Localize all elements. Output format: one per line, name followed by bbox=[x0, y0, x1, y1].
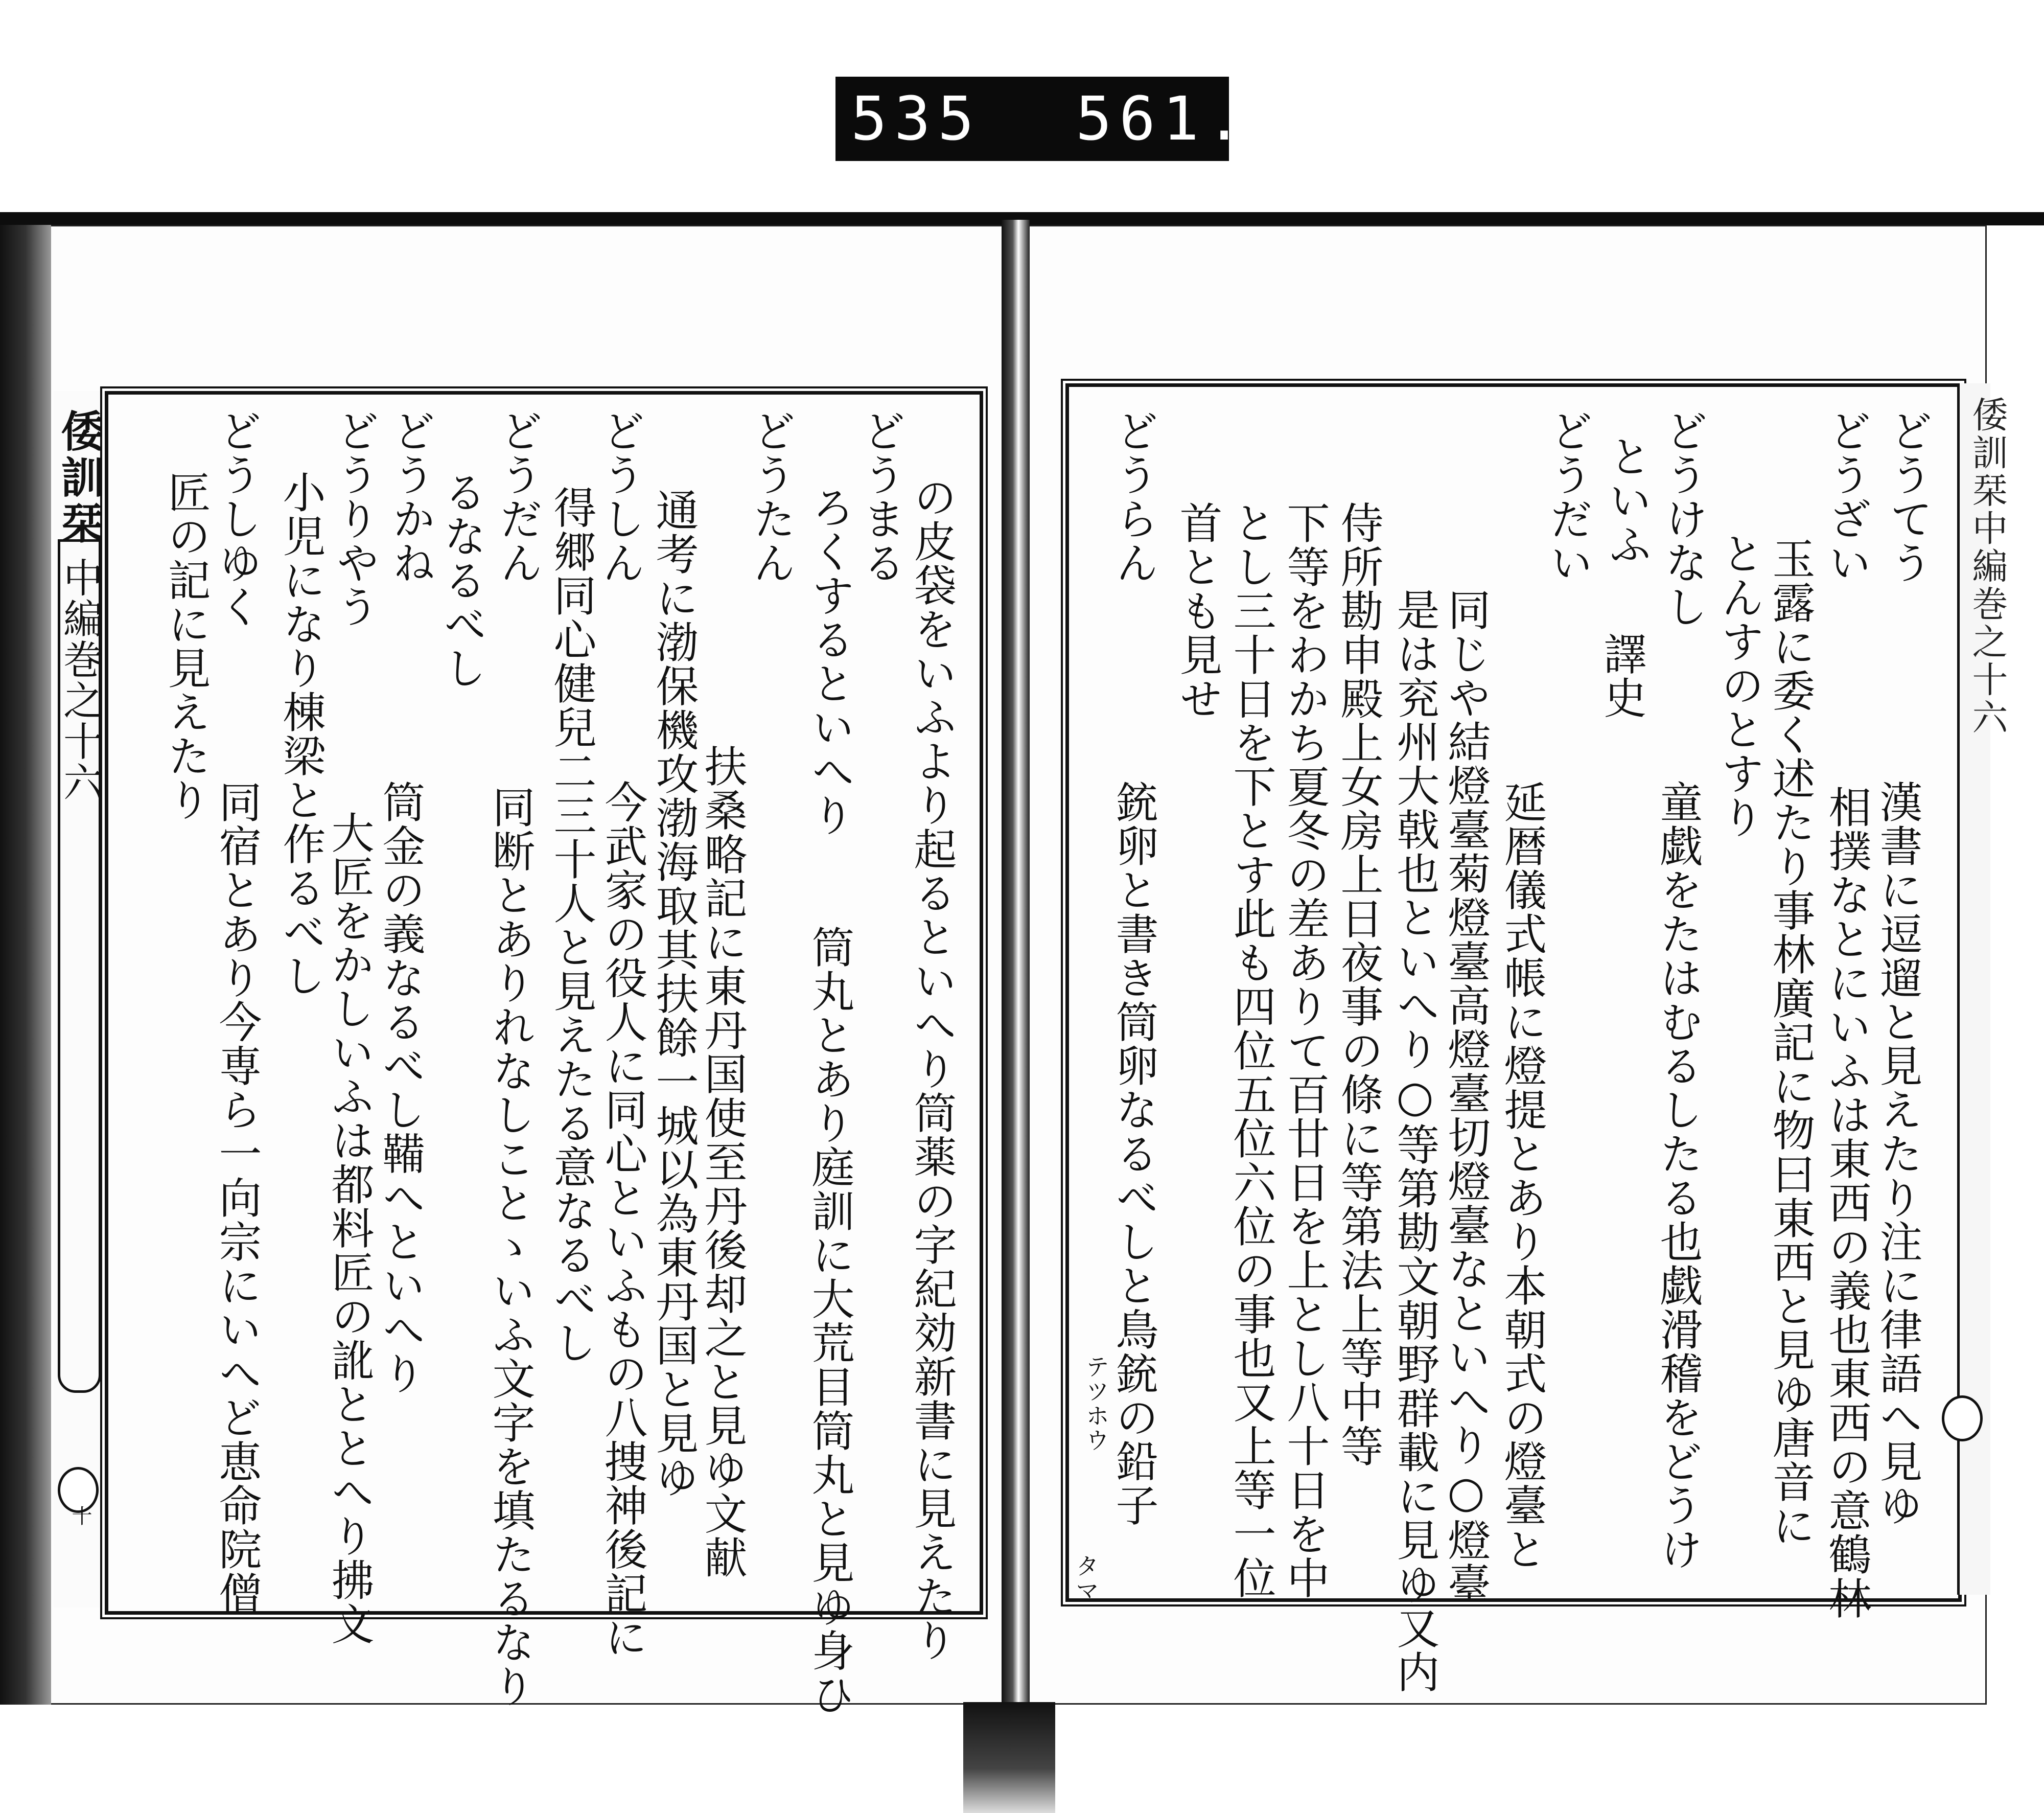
text-column: 是は兖州大戟也といへり○等第勘文朝野群載に見ゆ又内 bbox=[1390, 588, 1440, 1694]
text-column: 同じや結燈臺菊燈臺高燈臺切燈臺なといへり○燈臺 bbox=[1441, 588, 1491, 1606]
catalog-number-left: 535 bbox=[851, 83, 982, 154]
text-column: 今武家の役人に同心といふもの八捜神後記に bbox=[598, 736, 648, 1659]
text-column: ろくするといへり 筒丸とあり庭訓に大荒目筒丸と見ゆ身ひ bbox=[805, 486, 855, 1716]
headword: どうかね bbox=[386, 409, 436, 585]
text-column: 下等をわかち夏冬の差ありて百廿日を上とし八十日を中 bbox=[1280, 501, 1330, 1600]
binding-hole-icon bbox=[1942, 1395, 1983, 1441]
headword: どうだん bbox=[493, 409, 543, 585]
text-column: 同断とありれなしことゝいふ文字を填たるなり bbox=[485, 741, 536, 1708]
text-column: 玉露に委く述たり事林廣記に物曰東西と見ゆ唐音に bbox=[1766, 537, 1816, 1548]
leaf-number: 十 bbox=[68, 1505, 92, 1526]
text-column: 得郷同心健兒二三十人と見えたる意なるべし bbox=[547, 486, 597, 1365]
text-column: 侍所勘申殿上女房上日夜事の條に等第法上等中等 bbox=[1334, 501, 1384, 1468]
ruby-annotation: テツホウ bbox=[1082, 1355, 1110, 1453]
headword: どうまる bbox=[856, 409, 906, 585]
book-spine bbox=[1002, 220, 1030, 1702]
headword: どうりやう bbox=[330, 409, 380, 629]
right-page-side-strip bbox=[1957, 383, 2008, 1595]
text-column: の皮袋をいふより起るといへり筒薬の字紀効新書に見えたり bbox=[907, 475, 957, 1662]
left-page-side-strip bbox=[54, 391, 105, 1608]
text-column: 漢書に逗遛と見えたり注に律語へ見ゆ bbox=[1873, 736, 1923, 1527]
text-column: 筒金の義なるべし鞴へといへり bbox=[376, 736, 426, 1395]
headword: どうざい bbox=[1822, 409, 1872, 585]
text-column: といふ bbox=[1602, 434, 1652, 566]
catalog-label bbox=[835, 77, 1250, 161]
spine-shadow bbox=[963, 1702, 1055, 1813]
volume-banner bbox=[58, 539, 101, 1393]
text-column: 扶桑略記に東丹国使至丹後却之と見ゆ文献 bbox=[698, 700, 748, 1579]
volume-label: 中編巻之十六 bbox=[57, 557, 103, 802]
catalog-number-right: 561. bbox=[1076, 83, 1250, 154]
text-column: るなるべし bbox=[437, 470, 487, 690]
text-column: 大匠をかしいふは都料匠の訛ととへり拂文 bbox=[324, 767, 375, 1646]
book-title: 倭訓栞 bbox=[54, 409, 105, 547]
text-column: 銃卵と書き筒卵なるべしと鳥銃の鉛子 bbox=[1109, 736, 1159, 1527]
headword: どうしゆく bbox=[212, 409, 262, 629]
text-column: 小児になり棟梁と作るべし bbox=[276, 470, 326, 998]
headword: どうてう bbox=[1883, 409, 1933, 585]
text-column: とんすのとすり bbox=[1714, 532, 1764, 839]
headword: どうけなし bbox=[1658, 409, 1708, 629]
text-column: 首とも見せ bbox=[1173, 501, 1223, 721]
book-title: 倭訓栞中編巻之十六 bbox=[1966, 396, 2008, 737]
text-column: 童戯をたはむるしたる也戯滑稽をどうけ bbox=[1653, 736, 1703, 1571]
text-column: 同宿とあり今専ら一向宗にいへど恵命院僧 bbox=[212, 736, 262, 1615]
text-column: 通考に渤保機攻渤海取其扶餘一城以為東丹国と見ゆ bbox=[649, 488, 699, 1499]
text-column: 延暦儀式帳に燈提とあり本朝式の燈臺と bbox=[1497, 736, 1547, 1571]
text-column: 匠の記に見えたり bbox=[161, 470, 211, 822]
headword: どうだい bbox=[1543, 409, 1593, 585]
headword: どうたん bbox=[746, 409, 796, 585]
headword: どうしん bbox=[595, 409, 645, 585]
headword: どうらん bbox=[1109, 409, 1159, 585]
ruby-annotation: タマ bbox=[1072, 1554, 1100, 1603]
text-column: とし三十日を下とす此も四位五位六位の事也又上等一位 bbox=[1226, 501, 1276, 1600]
text-column: 譯史 bbox=[1597, 588, 1647, 720]
book-edge-shadow bbox=[0, 225, 51, 1705]
text-column: 相撲なとにいふは東西の義也東西の意鶴林 bbox=[1822, 741, 1872, 1620]
